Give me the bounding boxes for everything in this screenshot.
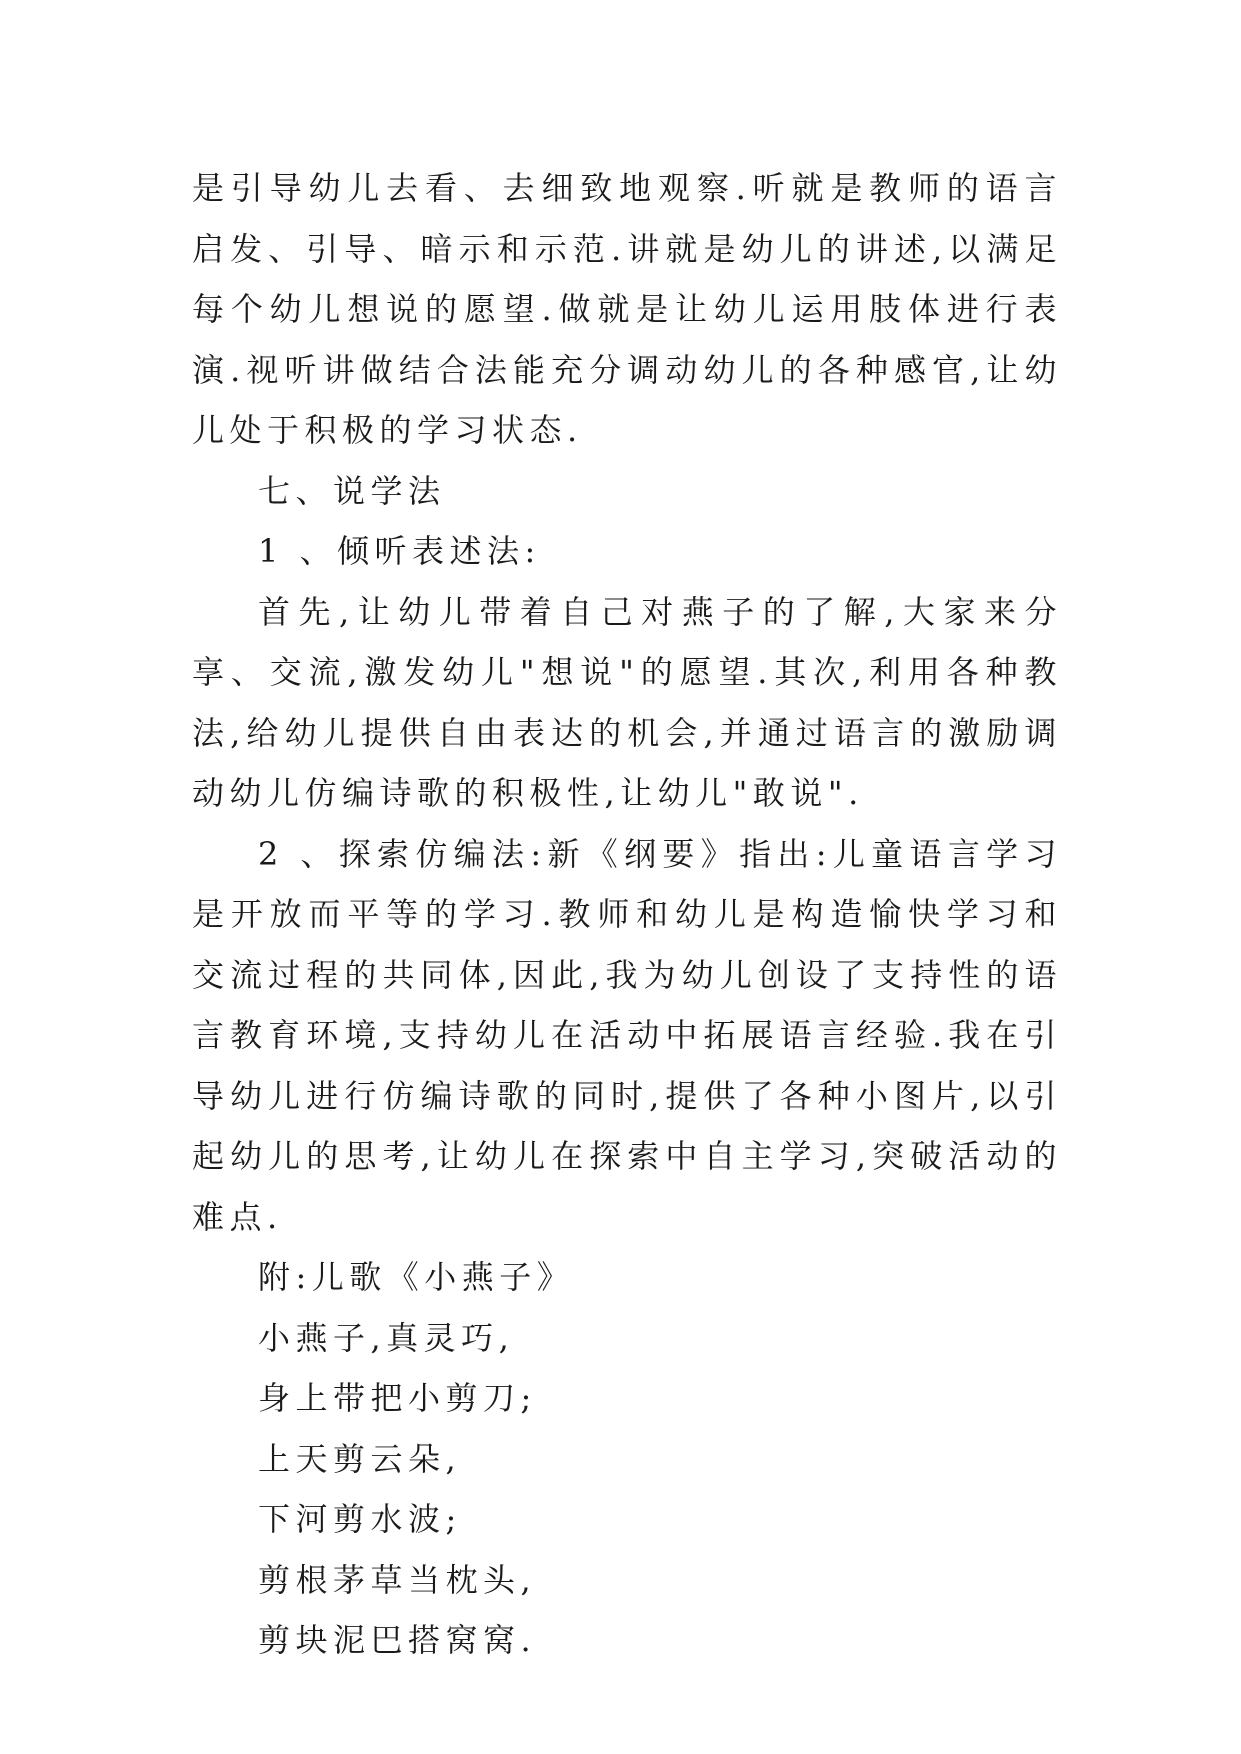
poem-line: 身上带把小剪刀; — [258, 1379, 537, 1417]
poem-line: 剪根茅草当枕头, — [258, 1560, 537, 1599]
poem-title: 附:儿歌《小燕子》 — [258, 1258, 575, 1296]
paragraph-listening-method: 首先,让幼儿带着自己对燕子的了解,大家来分享、交流,激发幼儿"想说"的愿望.其次,利用各种教法,给幼儿提供自由表达的机会,并通过语言的激励调动幼儿仿编诗歌的积极性,让幼儿"敢说". — [192, 592, 1062, 812]
section-heading-learning-methods: 七、说学法 — [258, 471, 446, 510]
paragraph-methods-continued: 是引导幼儿去看、去细致地观察.听就是教师的语言启发、引导、暗示和示范.讲就是幼儿的讲述,以满足每个幼儿想说的愿望.做就是让幼儿运用肢体进行表演.视听讲做结合法能充分调动幼儿的各种感官,让幼儿处于积极的学习状态. — [192, 169, 1062, 449]
document-body — [192, 158, 1062, 1671]
poem-line: 上天剪云朵, — [258, 1439, 462, 1478]
poem-line: 小燕子,真灵巧, — [258, 1318, 515, 1357]
paragraph-exploration-method: 2 、探索仿编法:新《纲要》指出:儿童语言学习是开放而平等的学习.教师和幼儿是构造愉快学习和交流过程的共同体,因此,我为幼儿创设了支持性的语言教育环境,支持幼儿在活动中拓展语言经验.我在引导幼儿进行仿编诗歌的同时,提供了各种小图片,以引起幼儿的思考,让幼儿在探索中自主学习,突破活动的难点. — [192, 834, 1062, 1236]
subheading-listening-method: 1 、倾听表述法: — [258, 532, 541, 570]
poem-line: 剪块泥巴搭窝窝. — [258, 1621, 537, 1659]
poem-line: 下河剪水波; — [258, 1500, 462, 1538]
